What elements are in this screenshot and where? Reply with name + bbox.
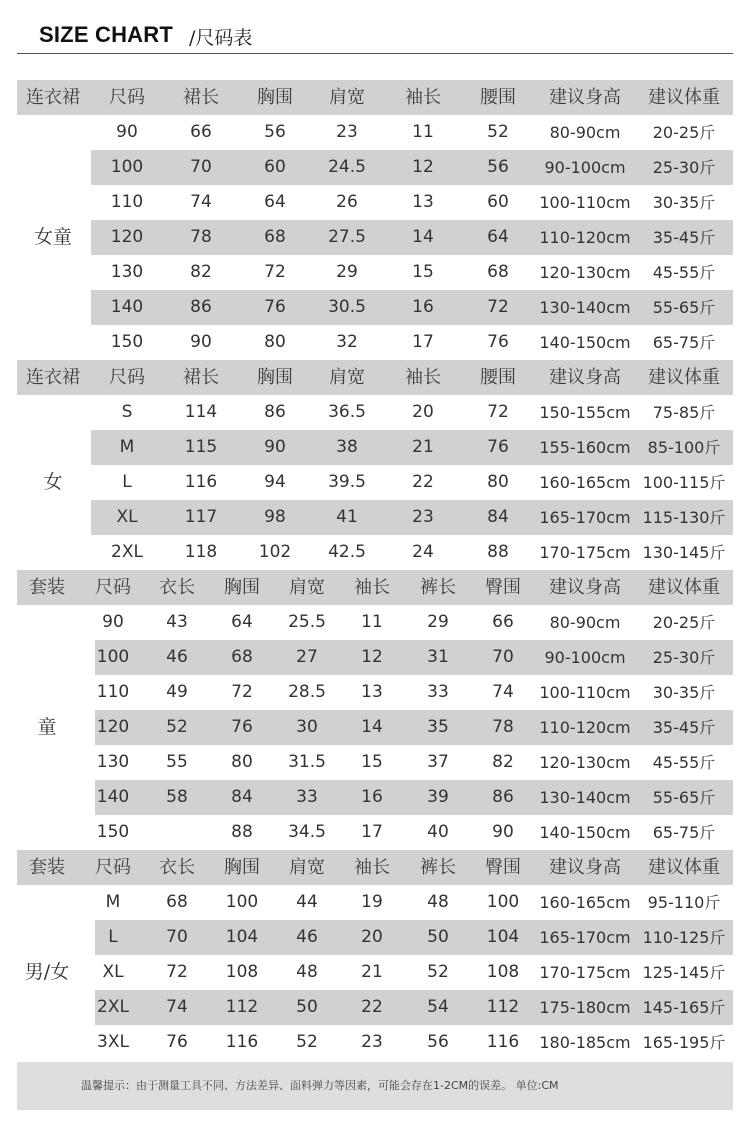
column-header: 裙长 — [183, 367, 219, 388]
table-header-row — [17, 570, 733, 605]
column-header: 臀围 — [485, 577, 521, 598]
column-header: 尺码 — [109, 87, 145, 108]
table-cell: 100-110cm — [539, 683, 631, 702]
column-header: 胸围 — [224, 577, 260, 598]
table-cell: 52 — [487, 122, 509, 142]
table-row — [17, 710, 733, 745]
table-cell: 72 — [264, 262, 286, 282]
table-row — [17, 955, 733, 990]
column-header: 套装 — [29, 577, 65, 598]
table-cell: 80 — [487, 472, 509, 492]
table-cell: 44 — [296, 892, 318, 912]
table-cell: 145-165斤 — [642, 998, 726, 1017]
table-cell: 86 — [492, 787, 514, 807]
table-cell: 112 — [225, 997, 259, 1017]
group-label: 童 — [37, 716, 57, 738]
table-cell: 55 — [166, 752, 188, 772]
table-cell: 27 — [296, 647, 318, 667]
table-cell: 40 — [427, 822, 449, 842]
table-cell: 84 — [487, 507, 509, 527]
table-cell: L — [108, 927, 118, 947]
table-cell: 76 — [264, 297, 286, 317]
size-section — [17, 360, 733, 570]
table-cell: 78 — [492, 717, 514, 737]
table-cell: 24 — [412, 542, 434, 562]
size-section — [17, 850, 733, 1060]
table-cell: 11 — [361, 612, 383, 632]
table-cell: 86 — [190, 297, 212, 317]
table-cell: 49 — [166, 682, 188, 702]
table-cell: 82 — [190, 262, 212, 282]
column-header: 尺码 — [109, 367, 145, 388]
table-cell: 112 — [486, 997, 520, 1017]
column-header: 胸围 — [224, 857, 260, 878]
table-cell: 2XL — [97, 997, 129, 1017]
table-cell: 2XL — [111, 542, 143, 562]
table-cell: 90 — [190, 332, 212, 352]
table-cell: 33 — [427, 682, 449, 702]
table-cell: 35-45斤 — [652, 228, 716, 247]
table-cell: 110 — [96, 682, 130, 702]
table-cell: 52 — [296, 1032, 318, 1052]
title-bar — [17, 0, 733, 54]
table-cell: 23 — [412, 507, 434, 527]
table-cell: 45-55斤 — [652, 263, 716, 282]
column-header: 肩宽 — [329, 87, 365, 108]
notice-text: 温馨提示：由于测量工具不同、方法差异、面料弹力等因素，可能会存在1-2CM的误差。 单位:CM — [81, 1079, 559, 1092]
table-cell: 76 — [487, 437, 509, 457]
table-cell: 150 — [96, 822, 130, 842]
table-cell: 38 — [336, 437, 358, 457]
table-cell: 75-85斤 — [652, 403, 716, 422]
table-cell: 120 — [110, 227, 144, 247]
table-cell: 16 — [412, 297, 434, 317]
table-cell: 170-175cm — [539, 543, 631, 562]
page-title: SIZE CHART — [39, 22, 173, 47]
table-cell: 95-110斤 — [647, 893, 721, 912]
table-cell: 100 — [486, 892, 520, 912]
column-header: 衣长 — [159, 857, 195, 878]
group-label: 女 — [43, 471, 63, 493]
table-cell: 104 — [225, 927, 259, 947]
table-cell: 48 — [427, 892, 449, 912]
table-cell: XL — [116, 507, 138, 527]
table-cell: 100 — [96, 647, 130, 667]
table-cell: 50 — [427, 927, 449, 947]
table-cell: 60 — [487, 192, 509, 212]
table-cell: 56 — [264, 122, 286, 142]
column-header: 腰围 — [480, 87, 516, 108]
table-cell: 140-150cm — [539, 823, 631, 842]
table-cell: 76 — [231, 717, 253, 737]
column-header: 胸围 — [257, 367, 293, 388]
table-cell: 130-140cm — [539, 788, 631, 807]
table-cell: 88 — [231, 822, 253, 842]
table-cell: 20-25斤 — [652, 123, 716, 142]
table-row — [17, 220, 733, 255]
table-cell: 11 — [412, 122, 434, 142]
table-cell: 170-175cm — [539, 963, 631, 982]
table-row — [17, 745, 733, 780]
table-cell: 120-130cm — [539, 753, 631, 772]
column-header: 腰围 — [480, 367, 516, 388]
table-cell: 12 — [361, 647, 383, 667]
table-cell: 46 — [296, 927, 318, 947]
table-cell: 110-120cm — [539, 228, 631, 247]
table-cell: 17 — [412, 332, 434, 352]
table-cell: 90-100cm — [544, 648, 626, 667]
table-cell: 130-140cm — [539, 298, 631, 317]
table-cell: 56 — [487, 157, 509, 177]
table-cell: 36.5 — [328, 402, 366, 422]
table-cell: 100-110cm — [539, 193, 631, 212]
table-cell: 70 — [166, 927, 188, 947]
column-header: 肩宽 — [289, 857, 325, 878]
column-header: 裤长 — [420, 857, 456, 878]
column-header: 建议体重 — [648, 367, 720, 388]
table-cell: 45-55斤 — [652, 753, 716, 772]
table-cell: 29 — [427, 612, 449, 632]
table-cell: 155-160cm — [539, 438, 631, 457]
table-cell: 20-25斤 — [652, 613, 716, 632]
table-row — [17, 640, 733, 675]
table-cell: 48 — [296, 962, 318, 982]
table-cell: XL — [102, 962, 124, 982]
table-cell: 16 — [361, 787, 383, 807]
table-cell: 31.5 — [288, 752, 326, 772]
table-cell: 68 — [487, 262, 509, 282]
table-row — [17, 535, 733, 570]
table-row — [17, 500, 733, 535]
table-cell: 85-100斤 — [647, 438, 721, 457]
table-cell: 160-165cm — [539, 473, 631, 492]
table-cell: 22 — [361, 997, 383, 1017]
table-cell: 27.5 — [328, 227, 366, 247]
column-header: 袖长 — [354, 857, 390, 878]
table-row — [17, 465, 733, 500]
table-cell: 30-35斤 — [652, 683, 716, 702]
table-cell: 118 — [184, 542, 218, 562]
column-header: 建议身高 — [549, 577, 621, 598]
table-cell: 22 — [412, 472, 434, 492]
table-cell: 150 — [110, 332, 144, 352]
table-cell: 65-75斤 — [652, 333, 716, 352]
column-header: 袖长 — [405, 87, 441, 108]
table-cell: S — [121, 402, 133, 422]
column-header: 建议身高 — [549, 87, 621, 108]
table-cell: 13 — [412, 192, 434, 212]
table-cell: 39 — [427, 787, 449, 807]
table-cell: 68 — [231, 647, 253, 667]
table-cell: 46 — [166, 647, 188, 667]
table-cell: 116 — [486, 1032, 520, 1052]
table-row — [17, 150, 733, 185]
table-cell — [147, 815, 207, 850]
group-label: 女童 — [33, 226, 72, 248]
notice-box — [17, 1062, 733, 1110]
table-cell: 21 — [361, 962, 383, 982]
table-cell: 20 — [412, 402, 434, 422]
table-cell: 65-75斤 — [652, 823, 716, 842]
table-cell: 13 — [361, 682, 383, 702]
table-cell: 90 — [116, 122, 138, 142]
table-row — [17, 990, 733, 1025]
table-cell: 140 — [96, 787, 130, 807]
table-cell: 100-115斤 — [642, 473, 726, 492]
table-row — [17, 920, 733, 955]
table-cell: 66 — [492, 612, 514, 632]
table-cell: 25-30斤 — [652, 158, 716, 177]
table-cell: 116 — [225, 1032, 259, 1052]
table-row — [17, 185, 733, 220]
table-cell: 72 — [166, 962, 188, 982]
table-cell: 66 — [190, 122, 212, 142]
table-cell: 80 — [231, 752, 253, 772]
table-cell: 74 — [166, 997, 188, 1017]
page-title-cn: /尺码表 — [189, 27, 253, 49]
column-header: 套装 — [29, 857, 65, 878]
table-cell: 68 — [264, 227, 286, 247]
table-cell: 140-150cm — [539, 333, 631, 352]
table-row — [17, 115, 733, 150]
column-header: 尺码 — [95, 857, 131, 878]
table-cell: 76 — [166, 1032, 188, 1052]
table-header-row — [17, 850, 733, 885]
table-cell: 24.5 — [328, 157, 366, 177]
table-cell: 26 — [336, 192, 358, 212]
table-cell: 56 — [427, 1032, 449, 1052]
column-header: 裙长 — [183, 87, 219, 108]
table-row — [17, 255, 733, 290]
table-header-row — [17, 80, 733, 115]
table-cell: 30 — [296, 717, 318, 737]
table-cell: 180-185cm — [539, 1033, 631, 1052]
table-cell: 115 — [184, 437, 218, 457]
table-cell: 41 — [336, 507, 358, 527]
table-cell: 165-170cm — [539, 928, 631, 947]
table-cell: 78 — [190, 227, 212, 247]
table-cell: 72 — [487, 297, 509, 317]
table-cell: 29 — [336, 262, 358, 282]
table-cell: 52 — [427, 962, 449, 982]
table-cell: 28.5 — [288, 682, 326, 702]
column-header: 建议身高 — [549, 367, 621, 388]
column-header: 建议体重 — [648, 857, 720, 878]
table-cell: 102 — [258, 542, 292, 562]
table-cell: 175-180cm — [539, 998, 631, 1017]
table-cell: 76 — [487, 332, 509, 352]
table-row — [17, 815, 733, 850]
size-section — [17, 80, 733, 360]
table-cell: 64 — [264, 192, 286, 212]
table-cell: 35 — [427, 717, 449, 737]
column-header: 连衣裙 — [26, 367, 80, 388]
column-header: 胸围 — [257, 87, 293, 108]
table-cell: 110 — [110, 192, 144, 212]
table-cell: 50 — [296, 997, 318, 1017]
column-header: 裤长 — [420, 577, 456, 598]
table-cell: 21 — [412, 437, 434, 457]
table-cell: 34.5 — [288, 822, 326, 842]
table-cell: 104 — [486, 927, 520, 947]
table-cell: 60 — [264, 157, 286, 177]
table-cell: 31 — [427, 647, 449, 667]
table-row — [17, 885, 733, 920]
column-header: 建议体重 — [648, 87, 720, 108]
table-cell: 43 — [166, 612, 188, 632]
table-cell: 117 — [184, 507, 218, 527]
table-cell: 3XL — [97, 1032, 129, 1052]
column-header: 肩宽 — [289, 577, 325, 598]
table-cell: 14 — [412, 227, 434, 247]
table-cell: 100 — [110, 157, 144, 177]
table-cell: 115-130斤 — [642, 508, 726, 527]
table-cell: 108 — [486, 962, 520, 982]
table-cell: 12 — [412, 157, 434, 177]
table-cell: 23 — [361, 1032, 383, 1052]
table-cell: 30.5 — [328, 297, 366, 317]
table-cell: 23 — [336, 122, 358, 142]
table-cell: L — [122, 472, 132, 492]
table-cell: 86 — [264, 402, 286, 422]
table-cell: 120-130cm — [539, 263, 631, 282]
table-cell: 42.5 — [328, 542, 366, 562]
table-cell: M — [105, 892, 121, 912]
table-cell: 55-65斤 — [652, 788, 716, 807]
table-cell: 130 — [110, 262, 144, 282]
table-cell: 125-145斤 — [642, 963, 726, 982]
table-cell: 37 — [427, 752, 449, 772]
table-cell: 74 — [492, 682, 514, 702]
table-row — [17, 430, 733, 465]
size-section — [17, 570, 733, 850]
table-cell: 64 — [231, 612, 253, 632]
table-cell: 72 — [231, 682, 253, 702]
table-row — [17, 605, 733, 640]
table-cell: 130 — [96, 752, 130, 772]
table-row — [17, 675, 733, 710]
column-header: 尺码 — [95, 577, 131, 598]
table-cell: 15 — [361, 752, 383, 772]
table-cell: 32 — [336, 332, 358, 352]
table-cell: 120 — [96, 717, 130, 737]
table-cell: 84 — [231, 787, 253, 807]
table-cell: 25-30斤 — [652, 648, 716, 667]
column-header: 袖长 — [405, 367, 441, 388]
table-row — [17, 780, 733, 815]
table-cell: 17 — [361, 822, 383, 842]
table-cell: 88 — [487, 542, 509, 562]
table-cell: 80-90cm — [549, 613, 621, 632]
table-cell: 100 — [225, 892, 259, 912]
table-cell: 94 — [264, 472, 286, 492]
table-cell: 39.5 — [328, 472, 366, 492]
table-cell: 25.5 — [288, 612, 326, 632]
table-cell: 116 — [184, 472, 218, 492]
column-header: 建议体重 — [648, 577, 720, 598]
table-cell: 90 — [264, 437, 286, 457]
table-cell: 80 — [264, 332, 286, 352]
table-cell: 14 — [361, 717, 383, 737]
table-cell: 70 — [190, 157, 212, 177]
column-header: 肩宽 — [329, 367, 365, 388]
table-cell: 74 — [190, 192, 212, 212]
table-cell: 52 — [166, 717, 188, 737]
column-header: 衣长 — [159, 577, 195, 598]
table-cell: 114 — [184, 402, 218, 422]
table-row — [17, 1025, 733, 1060]
table-cell: 150-155cm — [539, 403, 631, 422]
table-cell: 33 — [296, 787, 318, 807]
table-cell: 20 — [361, 927, 383, 947]
table-cell: 35-45斤 — [652, 718, 716, 737]
table-cell: 98 — [264, 507, 286, 527]
table-cell: 72 — [487, 402, 509, 422]
table-cell: 54 — [427, 997, 449, 1017]
table-cell: 90 — [492, 822, 514, 842]
table-cell: 80-90cm — [549, 123, 621, 142]
column-header: 臀围 — [485, 857, 521, 878]
table-cell: 19 — [361, 892, 383, 912]
column-header: 建议身高 — [549, 857, 621, 878]
table-cell: 110-125斤 — [642, 928, 726, 947]
table-cell: 130-145斤 — [642, 543, 726, 562]
table-cell: M — [119, 437, 135, 457]
table-cell: 108 — [225, 962, 259, 982]
table-cell: 70 — [492, 647, 514, 667]
table-cell: 30-35斤 — [652, 193, 716, 212]
table-cell: 82 — [492, 752, 514, 772]
table-row — [17, 325, 733, 360]
table-cell: 90 — [102, 612, 124, 632]
table-cell: 68 — [166, 892, 188, 912]
table-cell: 140 — [110, 297, 144, 317]
column-header: 袖长 — [354, 577, 390, 598]
table-cell: 55-65斤 — [652, 298, 716, 317]
table-cell: 58 — [166, 787, 188, 807]
table-row — [17, 290, 733, 325]
table-header-row — [17, 360, 733, 395]
table-row — [17, 395, 733, 430]
table-cell: 64 — [487, 227, 509, 247]
column-header: 连衣裙 — [26, 87, 80, 108]
table-cell: 165-195斤 — [642, 1033, 726, 1052]
table-cell: 15 — [412, 262, 434, 282]
table-cell: 160-165cm — [539, 893, 631, 912]
table-cell: 165-170cm — [539, 508, 631, 527]
table-cell: 110-120cm — [539, 718, 631, 737]
table-cell: 90-100cm — [544, 158, 626, 177]
group-label: 男/女 — [24, 961, 70, 983]
